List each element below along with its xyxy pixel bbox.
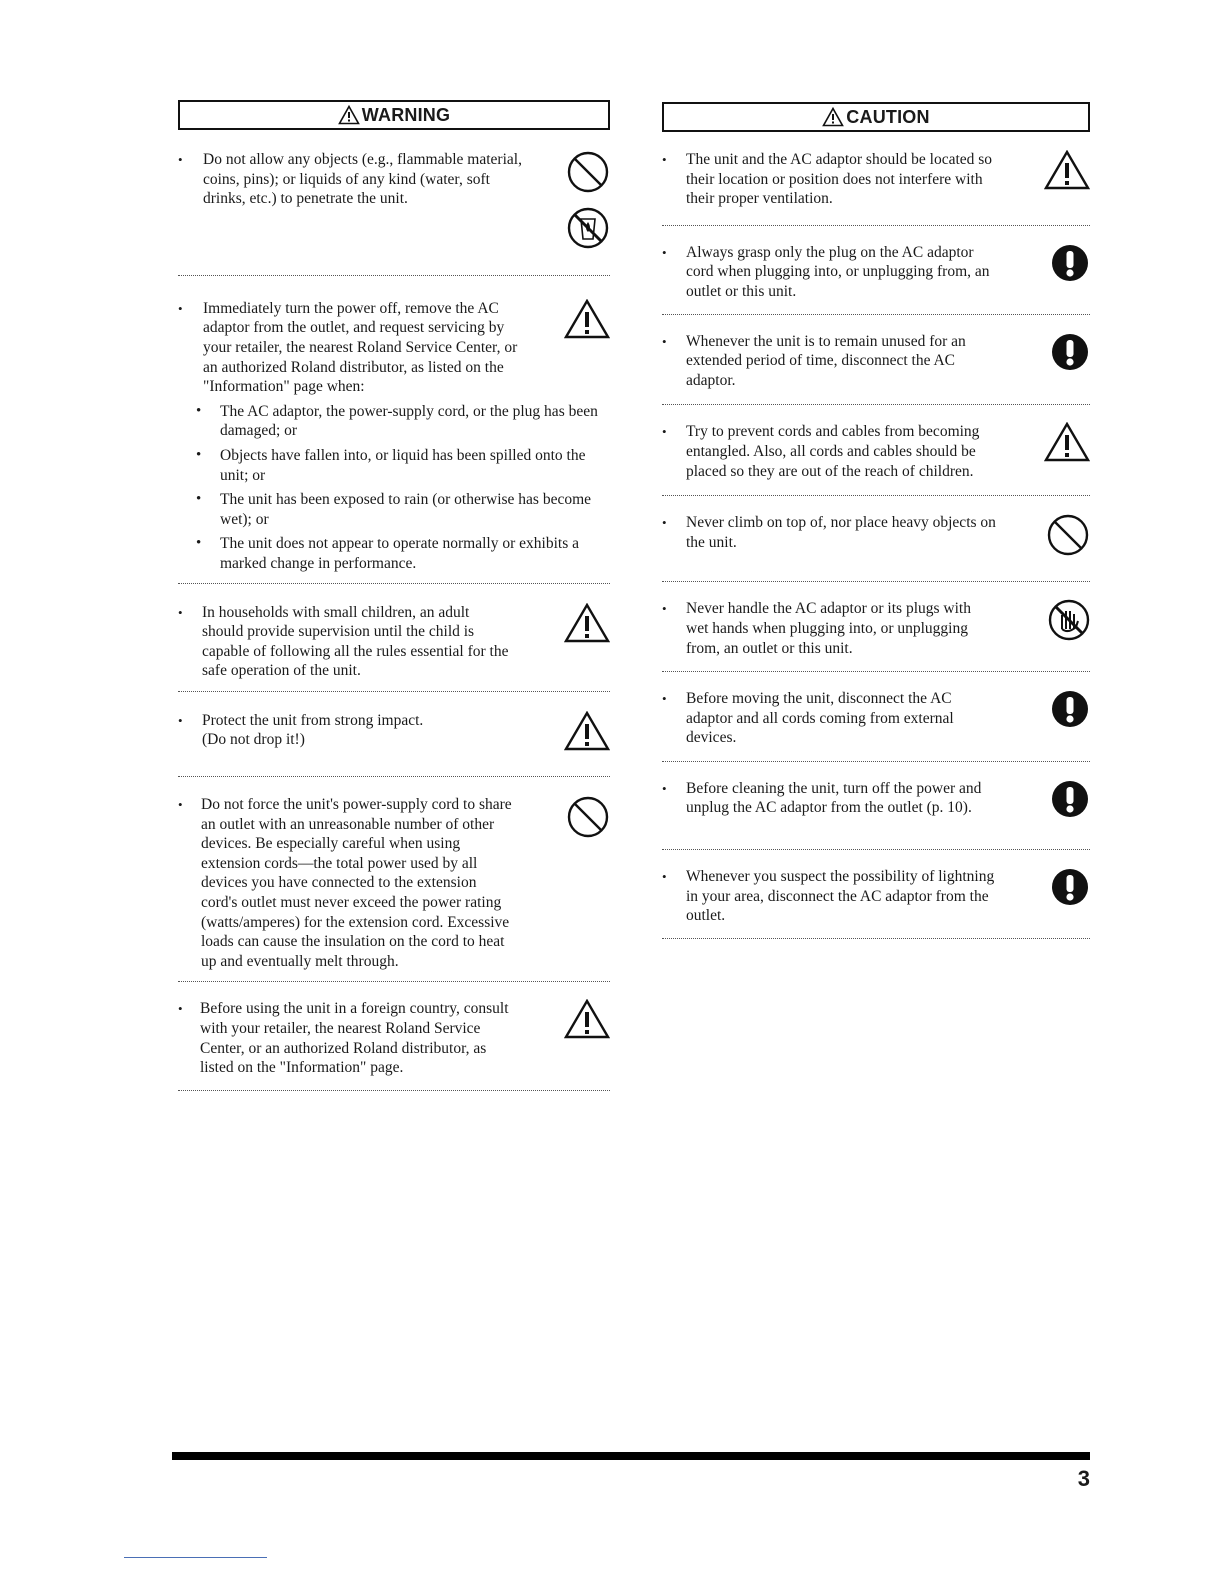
item-text: Try to prevent cords and cables from becoming entangled. Also, all cords and cables should be placed so they are out of the reach of children. — [686, 423, 980, 480]
caution-item: • Never handle the AC adaptor or its plugs with wet hands when plugging into, or unplugging from, an outlet or this unit. — [662, 599, 1090, 658]
item-icons — [1044, 150, 1090, 203]
caution-item: • Try to prevent cords and cables from becoming entangled. Also, all cords and cables should be placed so they are out of the reach of children. — [662, 422, 1090, 481]
item-icons — [566, 150, 610, 262]
warning-item: • Immediately turn the power off, remove the AC adaptor from the outlet, and request servicing by your retailer, the nearest Roland Service Center, or an authorized Roland distributor, as listed on the "Information" page when: • The AC adaptor, the power-supply cord, or the plug has been damaged; or • Objects have fallen into, or liquid has been spilled onto the unit; or • The unit has been exposed to rain (or otherwise has become wet); or • The unit does not appear to operate normally or exhibits a marked change in performance. — [178, 299, 610, 574]
no-liquid-icon — [567, 207, 609, 254]
mandatory-action-icon — [1050, 867, 1090, 912]
item-text: Before using the unit in a foreign country, consult with your retailer, the nearest Roland Service Center, or an authorized Roland distributor, as listed on the "Information" page. — [200, 1000, 509, 1077]
item-icons — [1046, 513, 1090, 570]
caution-triangle-icon — [564, 299, 610, 344]
item-text: The unit and the AC adaptor should be located so their location or position does not interfere with their proper ventilation. — [686, 151, 993, 208]
item-text: In households with small children, an adult should provide supervision until the child is capable of following all the rules essential for the safe operation of the unit. — [202, 603, 509, 680]
warning-item: • In households with small children, an adult should provide supervision until the child is capable of following all the rules essential for the safe operation of the unit. — [178, 603, 610, 681]
separator — [662, 225, 1090, 226]
caution-column — [662, 102, 1090, 939]
separator — [662, 495, 1090, 496]
separator — [662, 671, 1090, 672]
warning-header — [178, 100, 610, 130]
caution-header — [662, 102, 1090, 132]
item-icons — [564, 711, 610, 764]
warning-triangle-icon — [338, 105, 360, 125]
item-text: Before cleaning the unit, turn off the power and unplug the AC adaptor from the outlet (p. 10). — [686, 779, 982, 817]
caution-item: • The unit and the AC adaptor should be located so their location or position does not interfere with their proper ventilation. — [662, 150, 1090, 209]
item-icons — [1044, 422, 1090, 475]
item-text: Do not allow any objects (e.g., flammable material, coins, pins); or liquids of any kind (water, soft drinks, etc.) to penetrate the unit. — [203, 151, 522, 208]
separator — [178, 776, 610, 777]
item-icons — [1050, 332, 1090, 385]
mandatory-action-icon — [1050, 779, 1090, 824]
caution-item: • Before moving the unit, disconnect the AC adaptor and all cords coming from external devices. — [662, 689, 1090, 748]
item-icons — [564, 299, 610, 352]
prohibited-icon — [1046, 513, 1090, 562]
item-text: Immediately turn the power off, remove the AC adaptor from the outlet, and request servicing by your retailer, the nearest Roland Service Center, or an authorized Roland distributor, as listed on the "Information" page when: — [203, 299, 518, 396]
caution-triangle-icon — [1044, 150, 1090, 195]
caution-item: • Whenever the unit is to remain unused for an extended period of time, disconnect the AC adaptor. — [662, 332, 1090, 391]
item-text: Never handle the AC adaptor or its plugs with wet hands when plugging into, or unplugging from, an outlet or this unit. — [686, 600, 971, 657]
separator — [662, 581, 1090, 582]
mandatory-action-icon — [1050, 243, 1090, 288]
item-text: Do not force the unit's power-supply cord to share an outlet with an unreasonable number of other devices. Be especially careful when using extension cords—the total power used by all devices you have connected to the extension cord's outlet must never exceed the power rating (watts/amperes) for the extension cord. Excessive loads can cause the insulation on the cord to heat up and eventually melt through. — [201, 796, 512, 970]
item-text: Never climb on top of, nor place heavy objects on the unit. — [686, 514, 996, 551]
caution-triangle-icon — [564, 603, 610, 648]
item-text: Always grasp only the plug on the AC adaptor cord when plugging into, or unplugging from, an outlet or this unit. — [686, 243, 990, 300]
item-icons — [1050, 867, 1090, 920]
caution-item: • Never climb on top of, nor place heavy objects on the unit. — [662, 513, 1090, 552]
prohibited-icon — [566, 150, 610, 199]
separator — [178, 583, 610, 584]
caution-item: • Before cleaning the unit, turn off the power and unplug the AC adaptor from the outlet (p. 10). — [662, 779, 1090, 818]
condition-item: • Objects have fallen into, or liquid has been spilled onto the unit; or — [196, 446, 610, 485]
condition-item: • The unit has been exposed to rain (or otherwise has become wet); or — [196, 490, 610, 529]
caution-title: CAUTION — [846, 106, 930, 127]
separator — [178, 981, 610, 982]
separator — [662, 404, 1090, 405]
warning-item: • Do not force the unit's power-supply cord to share an outlet with an unreasonable number of other devices. Be especially careful when using extension cords—the total power used by all devices you have connected to the extension cord's outlet must never exceed the power rating (watts/amperes) for the extension cord. Excessive loads can cause the insulation on the cord to heat up and eventually melt through. — [178, 795, 610, 971]
item-icons — [1050, 779, 1090, 832]
item-text: Before moving the unit, disconnect the AC adaptor and all cords coming from external devices. — [686, 690, 954, 747]
item-icons — [564, 999, 610, 1052]
item-text: Protect the unit from strong impact. (Do not drop it!) — [202, 711, 424, 749]
separator — [178, 691, 610, 692]
condition-item: • The AC adaptor, the power-supply cord, or the plug has been damaged; or — [196, 402, 610, 441]
warning-column — [178, 100, 610, 1091]
no-wet-hands-icon — [1048, 599, 1090, 646]
caution-triangle-icon — [564, 711, 610, 756]
item-icons — [1048, 599, 1090, 654]
bottom-line — [124, 1557, 267, 1558]
condition-list — [196, 402, 610, 574]
item-text: Whenever the unit is to remain unused for an extended period of time, disconnect the AC adaptor. — [686, 332, 966, 389]
warning-item: • Protect the unit from strong impact. (Do not drop it!) — [178, 711, 610, 750]
warning-triangle-icon — [822, 107, 844, 127]
footer-rule — [172, 1452, 1090, 1460]
separator — [662, 849, 1090, 850]
condition-item: • The unit does not appear to operate normally or exhibits a marked change in performance. — [196, 534, 610, 573]
mandatory-action-icon — [1050, 332, 1090, 377]
separator — [662, 938, 1090, 939]
caution-triangle-icon — [564, 999, 610, 1044]
warning-item: • Before using the unit in a foreign country, consult with your retailer, the nearest Roland Service Center, or an authorized Roland distributor, as listed on the "Information" page. — [178, 999, 610, 1077]
separator — [662, 761, 1090, 762]
item-icons — [1050, 243, 1090, 296]
warning-title: WARNING — [361, 104, 451, 125]
prohibited-icon — [566, 795, 610, 844]
caution-item: • Whenever you suspect the possibility of lightning in your area, disconnect the AC adaptor from the outlet. — [662, 867, 1090, 926]
separator — [662, 314, 1090, 315]
item-text: Whenever you suspect the possibility of lightning in your area, disconnect the AC adaptor from the outlet. — [686, 868, 995, 925]
page-number: 3 — [1077, 1466, 1090, 1491]
caution-item: • Always grasp only the plug on the AC adaptor cord when plugging into, or unplugging from, an outlet or this unit. — [662, 243, 1090, 302]
mandatory-action-icon — [1050, 689, 1090, 734]
item-icons — [566, 795, 610, 852]
item-icons — [564, 603, 610, 656]
separator — [178, 275, 610, 276]
item-icons — [1050, 689, 1090, 742]
separator — [178, 1090, 610, 1091]
caution-triangle-icon — [1044, 422, 1090, 467]
warning-item: • Do not allow any objects (e.g., flammable material, coins, pins); or liquids of any kind (water, soft drinks, etc.) to penetrate the unit. — [178, 150, 610, 217]
